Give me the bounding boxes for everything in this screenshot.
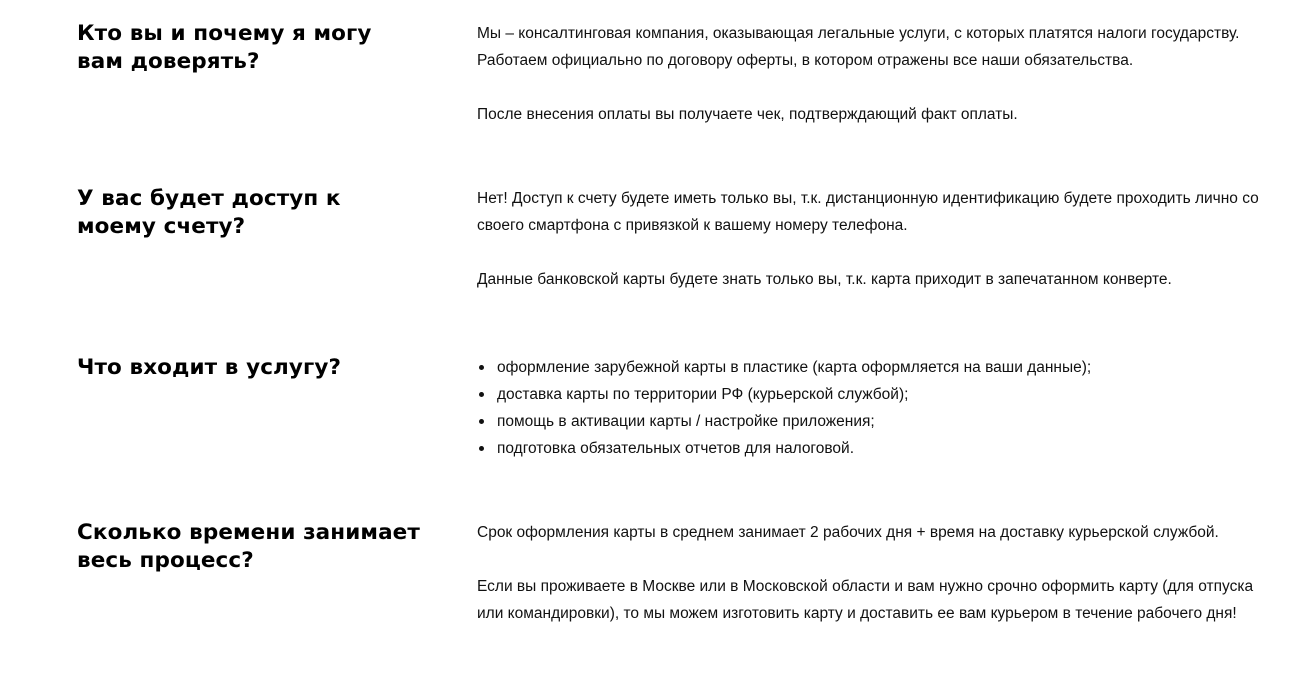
list-item-text: доставка карты по территории РФ (курьерской службой);: [497, 386, 909, 403]
bullet-icon: [479, 392, 484, 397]
answer-paragraph: Нет! Доступ к счету будете иметь только вы, т.к. дистанционную идентификацию будете проходить лично со своего смартфона с привязкой к вашему номеру телефона.: [477, 190, 1259, 234]
answer-paragraph: После внесения оплаты вы получаете чек, подтверждающий факт оплаты.: [477, 106, 1018, 123]
faq-answer: [477, 185, 1267, 293]
answer-paragraph: Данные банковской карты будете знать только вы, т.к. карта приходит в запечатанном конверте.: [477, 271, 1172, 288]
faq-answer: [477, 20, 1267, 128]
list-item-text: подготовка обязательных отчетов для налоговой.: [497, 440, 855, 457]
list-item-text: оформление зарубежной карты в пластике (карта оформляется на ваши данные);: [497, 359, 1092, 376]
bullet-icon: [479, 446, 484, 451]
answer-paragraph: Мы – консалтинговая компания, оказывающая легальные услуги, с которых платятся налоги государству. Работаем официально по договору оферты, в котором отражены все наши обязательства.: [477, 25, 1240, 69]
faq-question: Сколько времени занимает весь процесс?: [77, 520, 420, 573]
faq-question: Что входит в услугу?: [77, 355, 342, 380]
list-item: [477, 354, 1267, 381]
list-item: [477, 408, 1267, 435]
faq-answer: [477, 354, 1267, 462]
faq-question: У вас будет доступ к моему счету?: [77, 186, 341, 239]
faq-answer: [477, 519, 1267, 627]
list-item: [477, 381, 1267, 408]
answer-paragraph: Если вы проживаете в Москве или в Московской области и вам нужно срочно оформить карту (для отпуска или командировки), то мы можем изготовить карту и доставить ее вам курьером в течение рабочего дня!: [477, 578, 1254, 622]
faq-question: Кто вы и почему я могу вам доверять?: [77, 21, 372, 74]
bullet-icon: [479, 365, 484, 370]
bullet-icon: [479, 419, 484, 424]
answer-paragraph: Срок оформления карты в среднем занимает 2 рабочих дня + время на доставку курьерской службой.: [477, 524, 1219, 541]
list-item: [477, 435, 1267, 462]
list-item-text: помощь в активации карты / настройке приложения;: [497, 413, 875, 430]
service-list: [477, 354, 1267, 462]
